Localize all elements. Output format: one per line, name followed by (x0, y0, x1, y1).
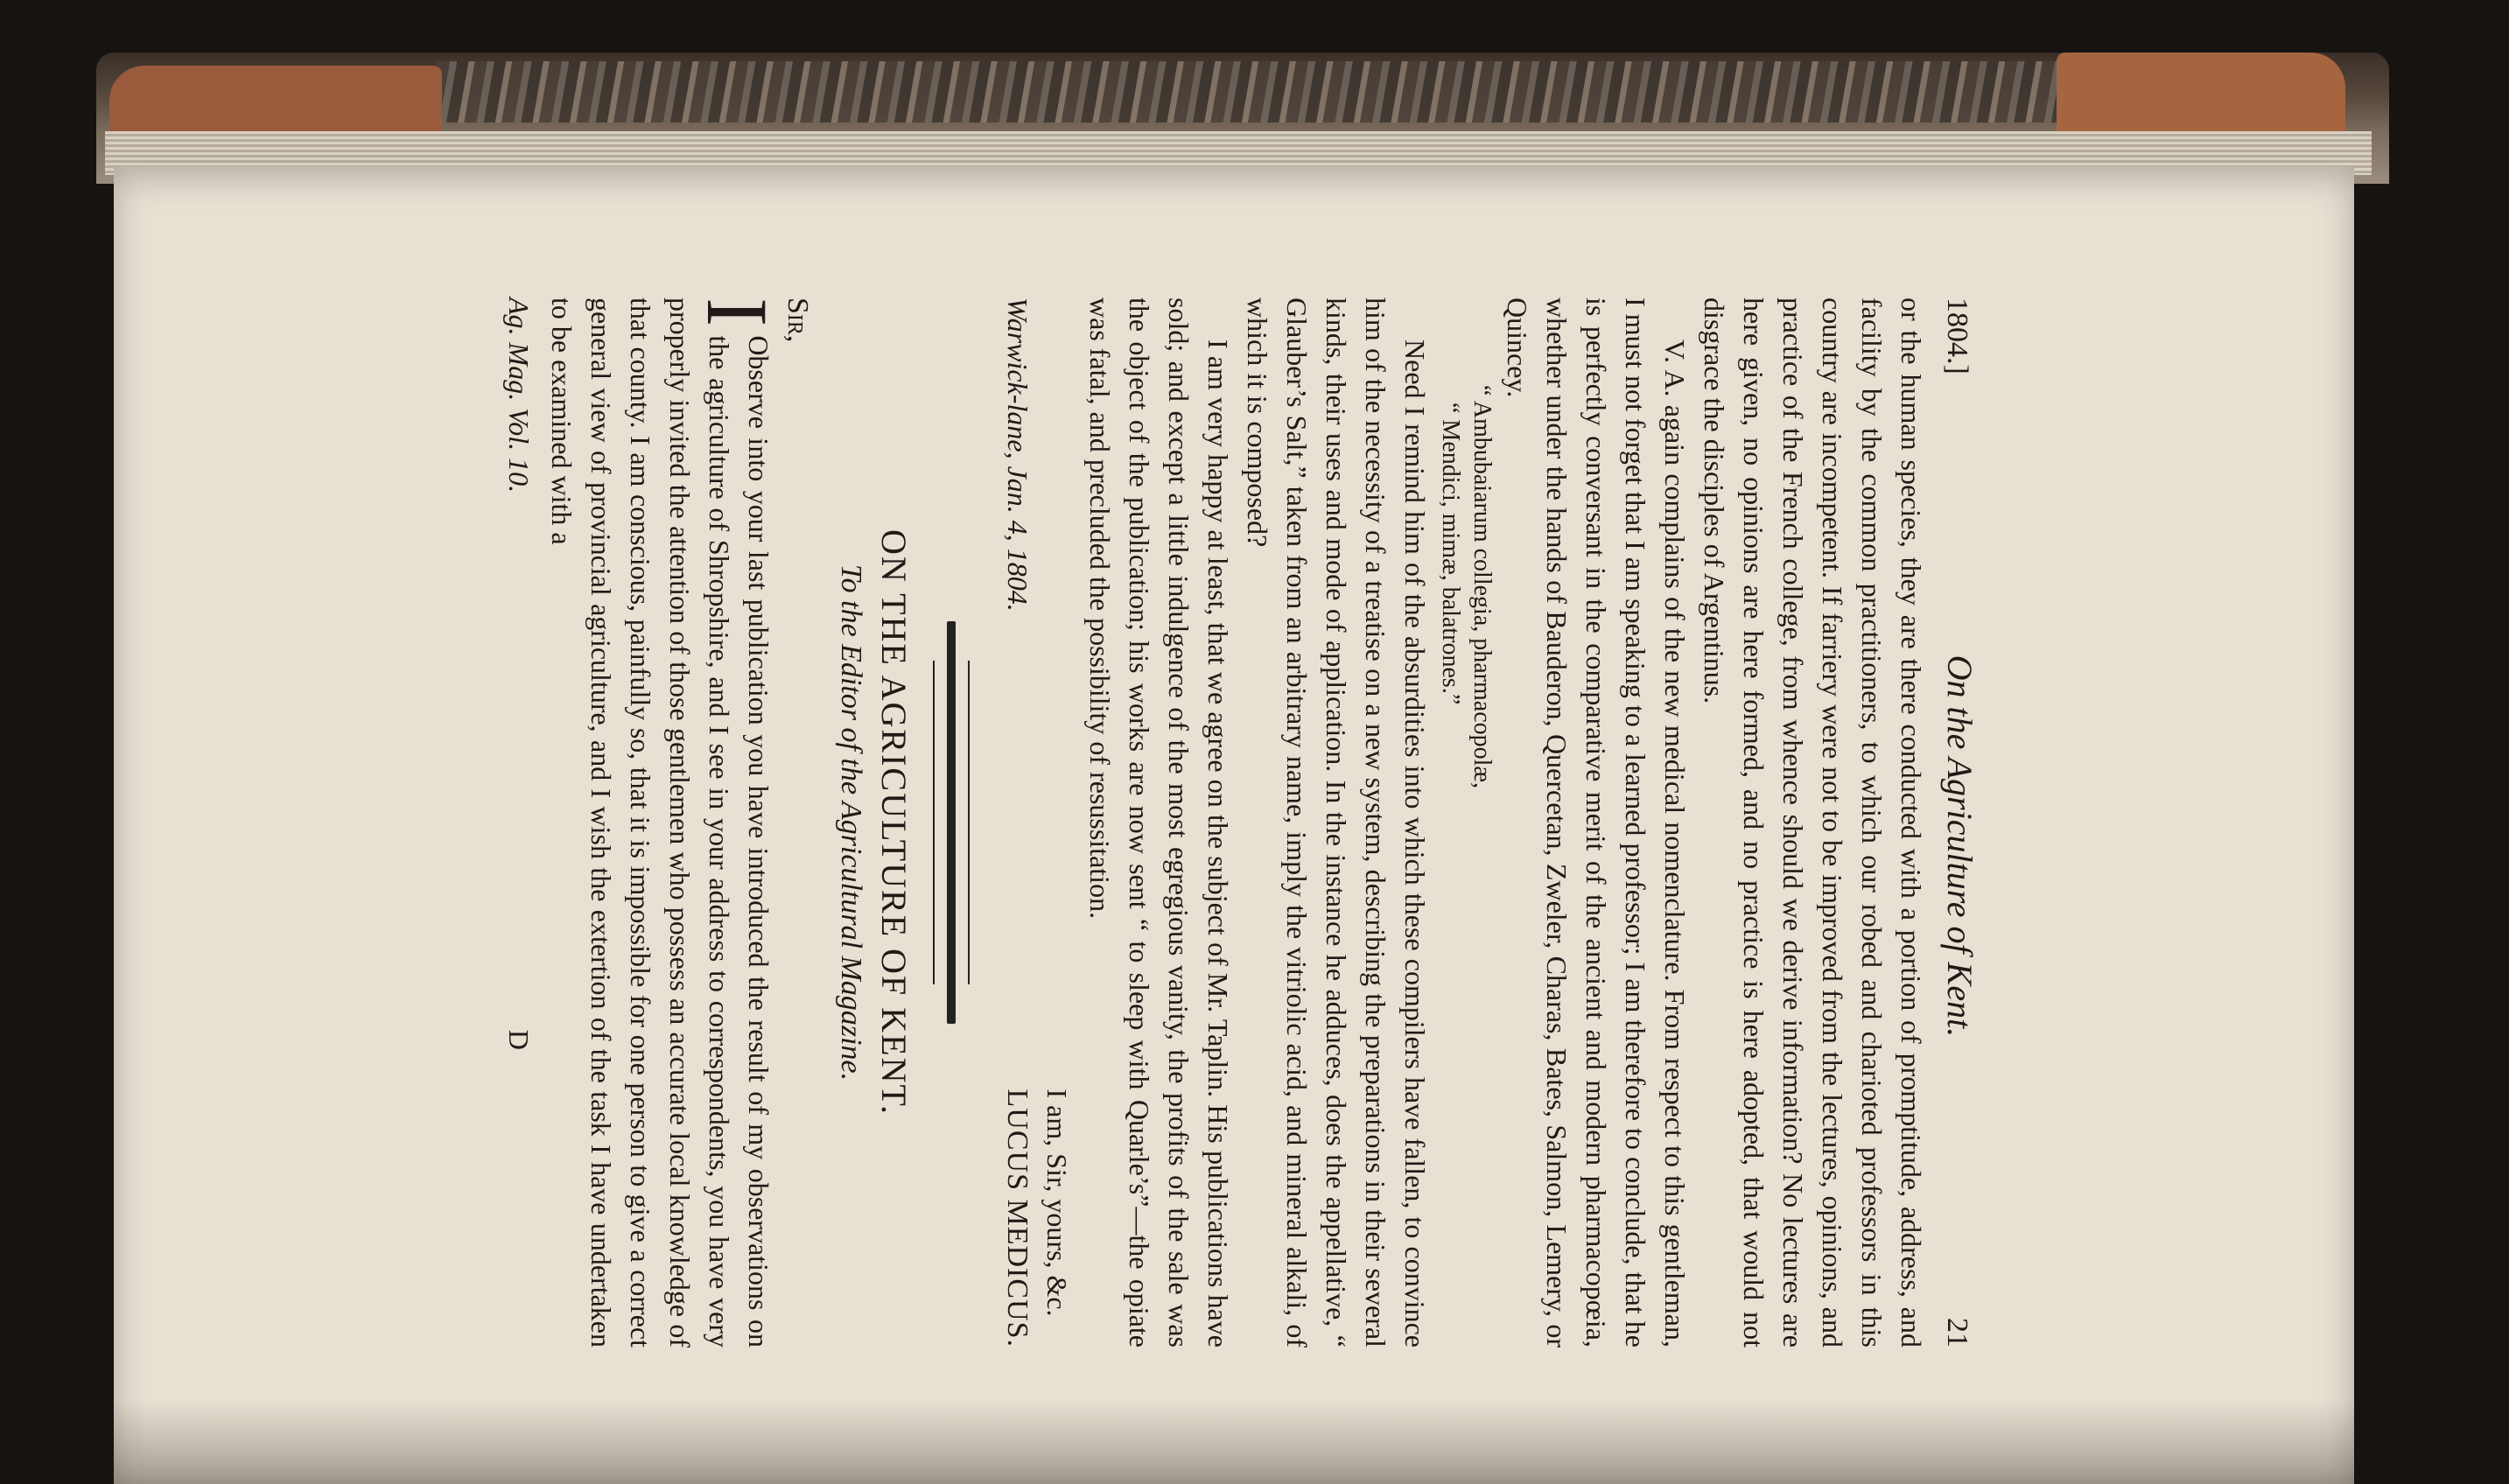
letter-body (542, 298, 786, 1348)
running-head (1938, 298, 1980, 1348)
page-text (499, 298, 1980, 1348)
drop-cap: I (689, 298, 786, 327)
quote-line-2: “ Mendici, mimæ, balatrones.” (1437, 402, 1464, 705)
footer-reference: Ag. Mag. Vol. 10. (503, 298, 535, 494)
place-date: Warwick-lane, Jan. 4, 1804. (1002, 298, 1034, 612)
letter-body-text: Observe into your last publication you have introduced the result of my observations on the agriculture of Shropshire, and I see in your address to correspondents, you have very properly invited the attention of those gentlemen who possess an accurate local knowledge of that county. I am conscious, painfully so, that it is impossible for one person to give a correct general view of provincial agriculture, and I wish the extertion of the task I have undertaken to be examined with a (546, 298, 774, 1348)
closing-line: I am, Sir, yours, &c. (1041, 1088, 1073, 1317)
paragraph-4: I am very happy at least, that we agree on the subject of Mr. Taplin. His publications have sold; and except a little indulgence of the most egregious vanity, the profits of the sale was the object of the publication; his works are now sent “ to sleep with Quarle’s”—the opiate was fatal, and precluded the possibility of resussitation. (1084, 298, 1234, 1348)
divider-thick (947, 621, 956, 1024)
page-number: 21 (1941, 1317, 1973, 1348)
divider-thin (968, 661, 970, 984)
signature-mark: D (503, 1029, 535, 1050)
paragraph-3: Need I remind him of the absurdities into which these compilers have fallen, to convince him of the necessity of a treatise on a new system, describing the preparations in their several kinds, their uses and mode of application. In the instance he adduces, does the appellative, “ Glauber’s Salt,” taken from an arbitrary name, imply the vitriolic acid, and mineral alkali, of which it is composed? (1242, 298, 1431, 1348)
section-heading: ON THE AGRICULTURE OF KENT. (874, 529, 914, 1116)
gutter-shadow (114, 1400, 2354, 1484)
running-head-year: 1804.] (1941, 298, 1973, 374)
section-subheading: To the Editor of the Agricultural Magazine. (835, 564, 867, 1082)
signoff (998, 298, 1076, 1348)
divider-thin-2 (933, 661, 935, 984)
marbled-edge (438, 61, 2144, 122)
paragraph-2: V. A. again complains of the new medical nomenclature. From respect to this gentleman, I must not forget that I am speaking to a learned professor; I am therefore to conclude, that he is perfectly conversant in the comparative merit of the ancient and modern pharmacopœia, whether under the hands of Bauderon, Quercetan, Zweler, Charas, Bates, Salmon, Lemery, or Quincey. (1502, 298, 1691, 1348)
salutation: Sir, (781, 298, 814, 343)
author-name: LUCUS MEDICUS. (1001, 1088, 1034, 1348)
signoff-block (998, 1089, 1076, 1348)
quote-line-1: “ Ambubaiarum collegia, pharmacopolæ, (1468, 385, 1496, 789)
paragraph-1: or the human species, they are there conducted with a portion of promptitude, address, and facility by the common practitioners, to which our robed and charioted professors in this country are incompetent. If farriery were not to be improved from the lectures, opinions, and practice of the French college, from whence should we derive information? No lectures are here given, no opinions are here formed, and no practice is here adopted, that would not disgrace the disciples of Argentinus. (1699, 298, 1927, 1348)
running-head-title: On the Agriculture of Kent. (1940, 654, 1980, 1038)
footer (499, 298, 538, 1348)
